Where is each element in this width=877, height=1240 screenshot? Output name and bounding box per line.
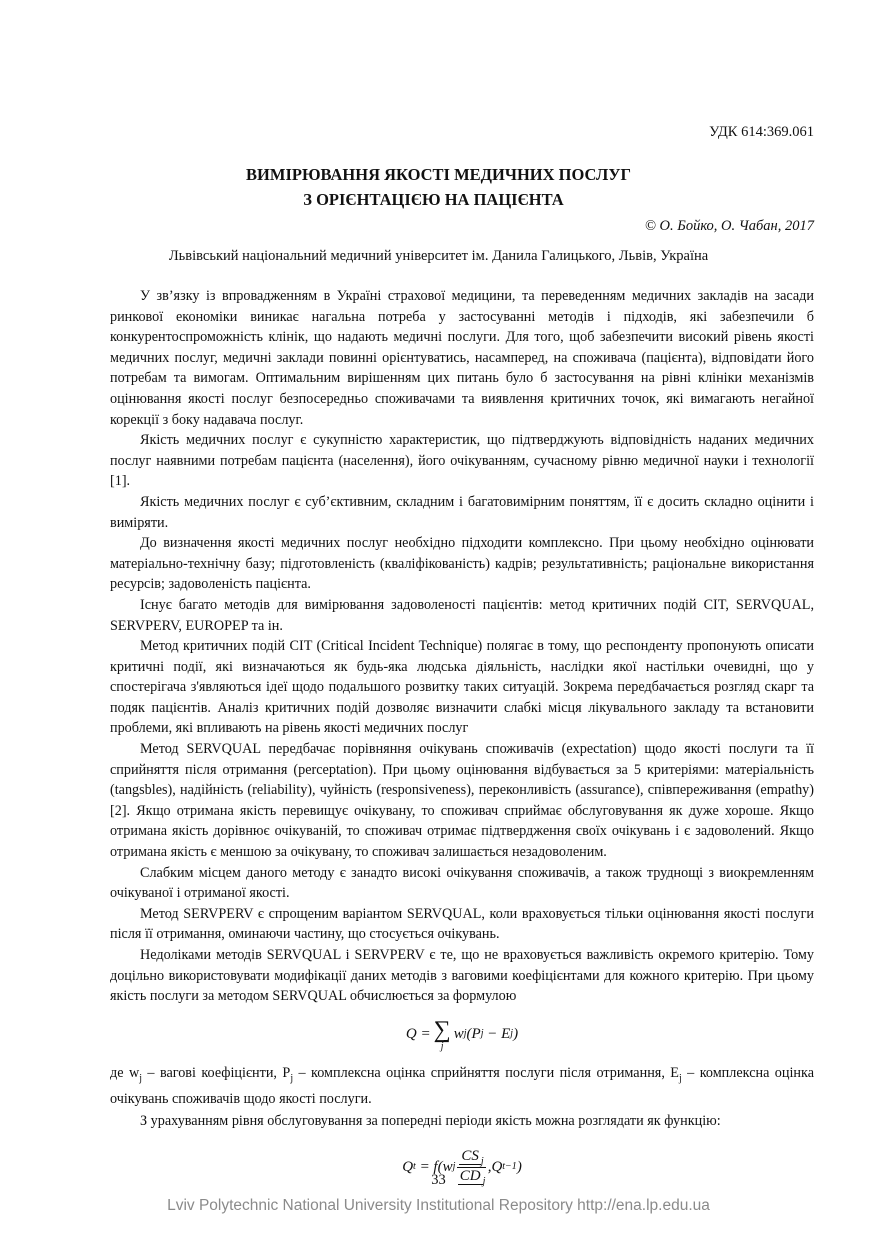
subscript: t−1 xyxy=(502,1161,517,1173)
previous-quality: ,Q xyxy=(487,1159,503,1176)
affiliation: Львівський національний медичний університет ім. Данила Галицького, Львів, Україна xyxy=(168,248,709,264)
numerator-text: CS xyxy=(461,1147,479,1164)
definitions-paragraph xyxy=(110,1063,814,1110)
subscript: j xyxy=(510,1028,514,1040)
subscript: j xyxy=(480,1028,484,1040)
subscript: j xyxy=(463,1028,467,1040)
page-number: 33 xyxy=(431,1172,446,1188)
paragraph: Слабким місцем даного методу є занадто високі очікування споживачів, а також труднощі з виокремленням очікуваної і отриманої якості. xyxy=(110,864,814,902)
formula-lhs: Q = xyxy=(405,1026,431,1043)
denominator-text: CD xyxy=(459,1167,481,1184)
sum-symbol xyxy=(434,1018,451,1052)
title-line-1: ВИМІРЮВАННЯ ЯКОСТІ МЕДИЧНИХ ПОСЛУГ xyxy=(246,165,631,184)
def-text: – вагові коефіцієнти, P xyxy=(141,1064,291,1081)
paragraph: Недоліками методів SERVQUAL і SERVPERV є те, що не враховується важливість окремого критерію. Тому доцільно використовувати модифікації даних методів з ваговими коефіцієнтами для кожного критерію. При цьому якість послуги за методом SERVQUAL обчислюється за формулою xyxy=(110,947,814,1005)
paragraph: З урахуванням рівня обслуговування за попередні періоди якість можна розглядати як функцію: xyxy=(140,1112,721,1129)
paragraph: До визначення якості медичних послуг необхідно підходити комплексно. При цьому необхідно оцінювати матеріально-технічну базу; підготовленість (кваліфікованість) кадрів; результативність; раціональне використання ресурсів; задоволеність пацієнта. xyxy=(110,535,814,593)
e-term: − E xyxy=(483,1026,511,1043)
weight-symbol: w xyxy=(453,1026,464,1043)
def-text: – комплексна оцінка сприйняття послуги після отримання, E xyxy=(293,1064,679,1081)
copyright-authors: © О. Бойко, О. Чабан, 2017 xyxy=(644,218,814,234)
subscript: j xyxy=(290,1072,294,1084)
p-term: (P xyxy=(466,1026,481,1043)
function-term: = f(w xyxy=(415,1159,453,1176)
sigma: ∑ xyxy=(433,1016,451,1043)
numerator xyxy=(457,1148,485,1168)
title-line-2: З ОРІЄНТАЦІЄЮ НА ПАЦІЄНТА xyxy=(303,190,564,209)
paragraph: Метод SERVPERV є спрощеним варіантом SERVQUAL, коли враховується тільки оцінювання якості послуги після її отримання, оминаючи частину, що стосується очікувань. xyxy=(110,905,814,943)
subscript: j xyxy=(480,1155,484,1167)
close-paren: ) xyxy=(516,1159,522,1176)
paragraph: Існує багато методів для вимірювання задоволеності пацієнтів: метод критичних подій CIT, SERVQUAL, SERVPERV, EUROPEP та ін. xyxy=(110,596,814,634)
paragraph: Якість медичних послуг є суб’єктивним, складним і багатовимірним поняттям, її є досить складно оцінити і виміряти. xyxy=(110,493,814,531)
subscript: j xyxy=(139,1072,142,1084)
repository-footer: Lviv Polytechnic National University Institutional Repository http://ena.lp.edu.ua xyxy=(167,1197,710,1214)
def-text: – комплексна оцінка очікувань споживачів щодо якості послуги. xyxy=(110,1064,815,1108)
paragraph: Якість медичних послуг є сукупністю характеристик, що підтверджують відповідність наданих медичних послуг наявними потребам пацієнта (населення), його очікуванням, сучасному рівню медичної науки і технології [1]. xyxy=(110,432,814,490)
article-title xyxy=(0,162,877,212)
def-text: де w xyxy=(110,1064,140,1081)
sum-index: j xyxy=(440,1040,444,1052)
subscript: t xyxy=(413,1161,416,1173)
subscript: j xyxy=(678,1072,682,1084)
paragraph: У зв’язку із впровадженням в Україні страхової медицини, та переведенням медичних закладів на засади ринкової економіки виникає нагальна потреба у застосуванні методів і підходів, які забезпечили б конкурентоспроможність клінік, що надають медичні послуги. Для того, щоб забезпечити високий рівень якості медичних послуг, медичні заклади повинні орієнтуватись, насамперед, на споживача (пацієнта), відповідати його потребам та вимогам. Оптимальним вирішенням цих питань було б застосування на рівні клініки механізмів оцінювання якості послуг безпосередньо споживачами та виявлення критичних точок, які вимагають негайної корекції з боку надавача послуг. xyxy=(110,288,814,428)
paragraph: Метод критичних подій CIT (Critical Incident Technique) полягає в тому, що респонденту пропонують описати критичні події, які визначаються як будь-яка людська діяльність, наслідки якої настільки очевидні, що у спостерігача з'являються ідеї щодо подальшого розвитку таких ситуацій. Зокрема передбачається розгляд скарг та подяк пацієнтів. Аналіз критичних подій дозволяє визначити слабкі місця лікувального закладу та встановити проблеми, які впливають на рівень якості медичних послуг xyxy=(110,638,814,737)
formula-lhs: Q xyxy=(402,1159,414,1176)
paragraph: Метод SERVQUAL передбачає порівняння очікувань споживачів (expectation) щодо якості послуги та її сприйняття після отримання (perceptation). При цьому оцінювання відбувається за 5 критеріями: матеріальність (tangsbles), надійність (reliability), чуйність (responsiveness), переконливість (assurance), співпереживання (empathy) [2]. Якщо отримана якість перевищує очікувану, то споживач сприймає обслуговування як дуже хороше. Якщо отримана якість дорівнює очікуваній, то споживач отримає підтвердження своїх очікувань і є задоволений. Якщо отримана якість є меншою за очікувану, то споживач залишається незадоволеним. xyxy=(110,741,814,861)
udk-code: УДК 614:369.061 xyxy=(709,124,814,140)
formula-servqual xyxy=(110,1013,814,1057)
subscript: j xyxy=(452,1161,456,1173)
subscript: j xyxy=(482,1175,486,1187)
article-body xyxy=(110,286,814,1199)
close-paren: ) xyxy=(513,1026,519,1043)
